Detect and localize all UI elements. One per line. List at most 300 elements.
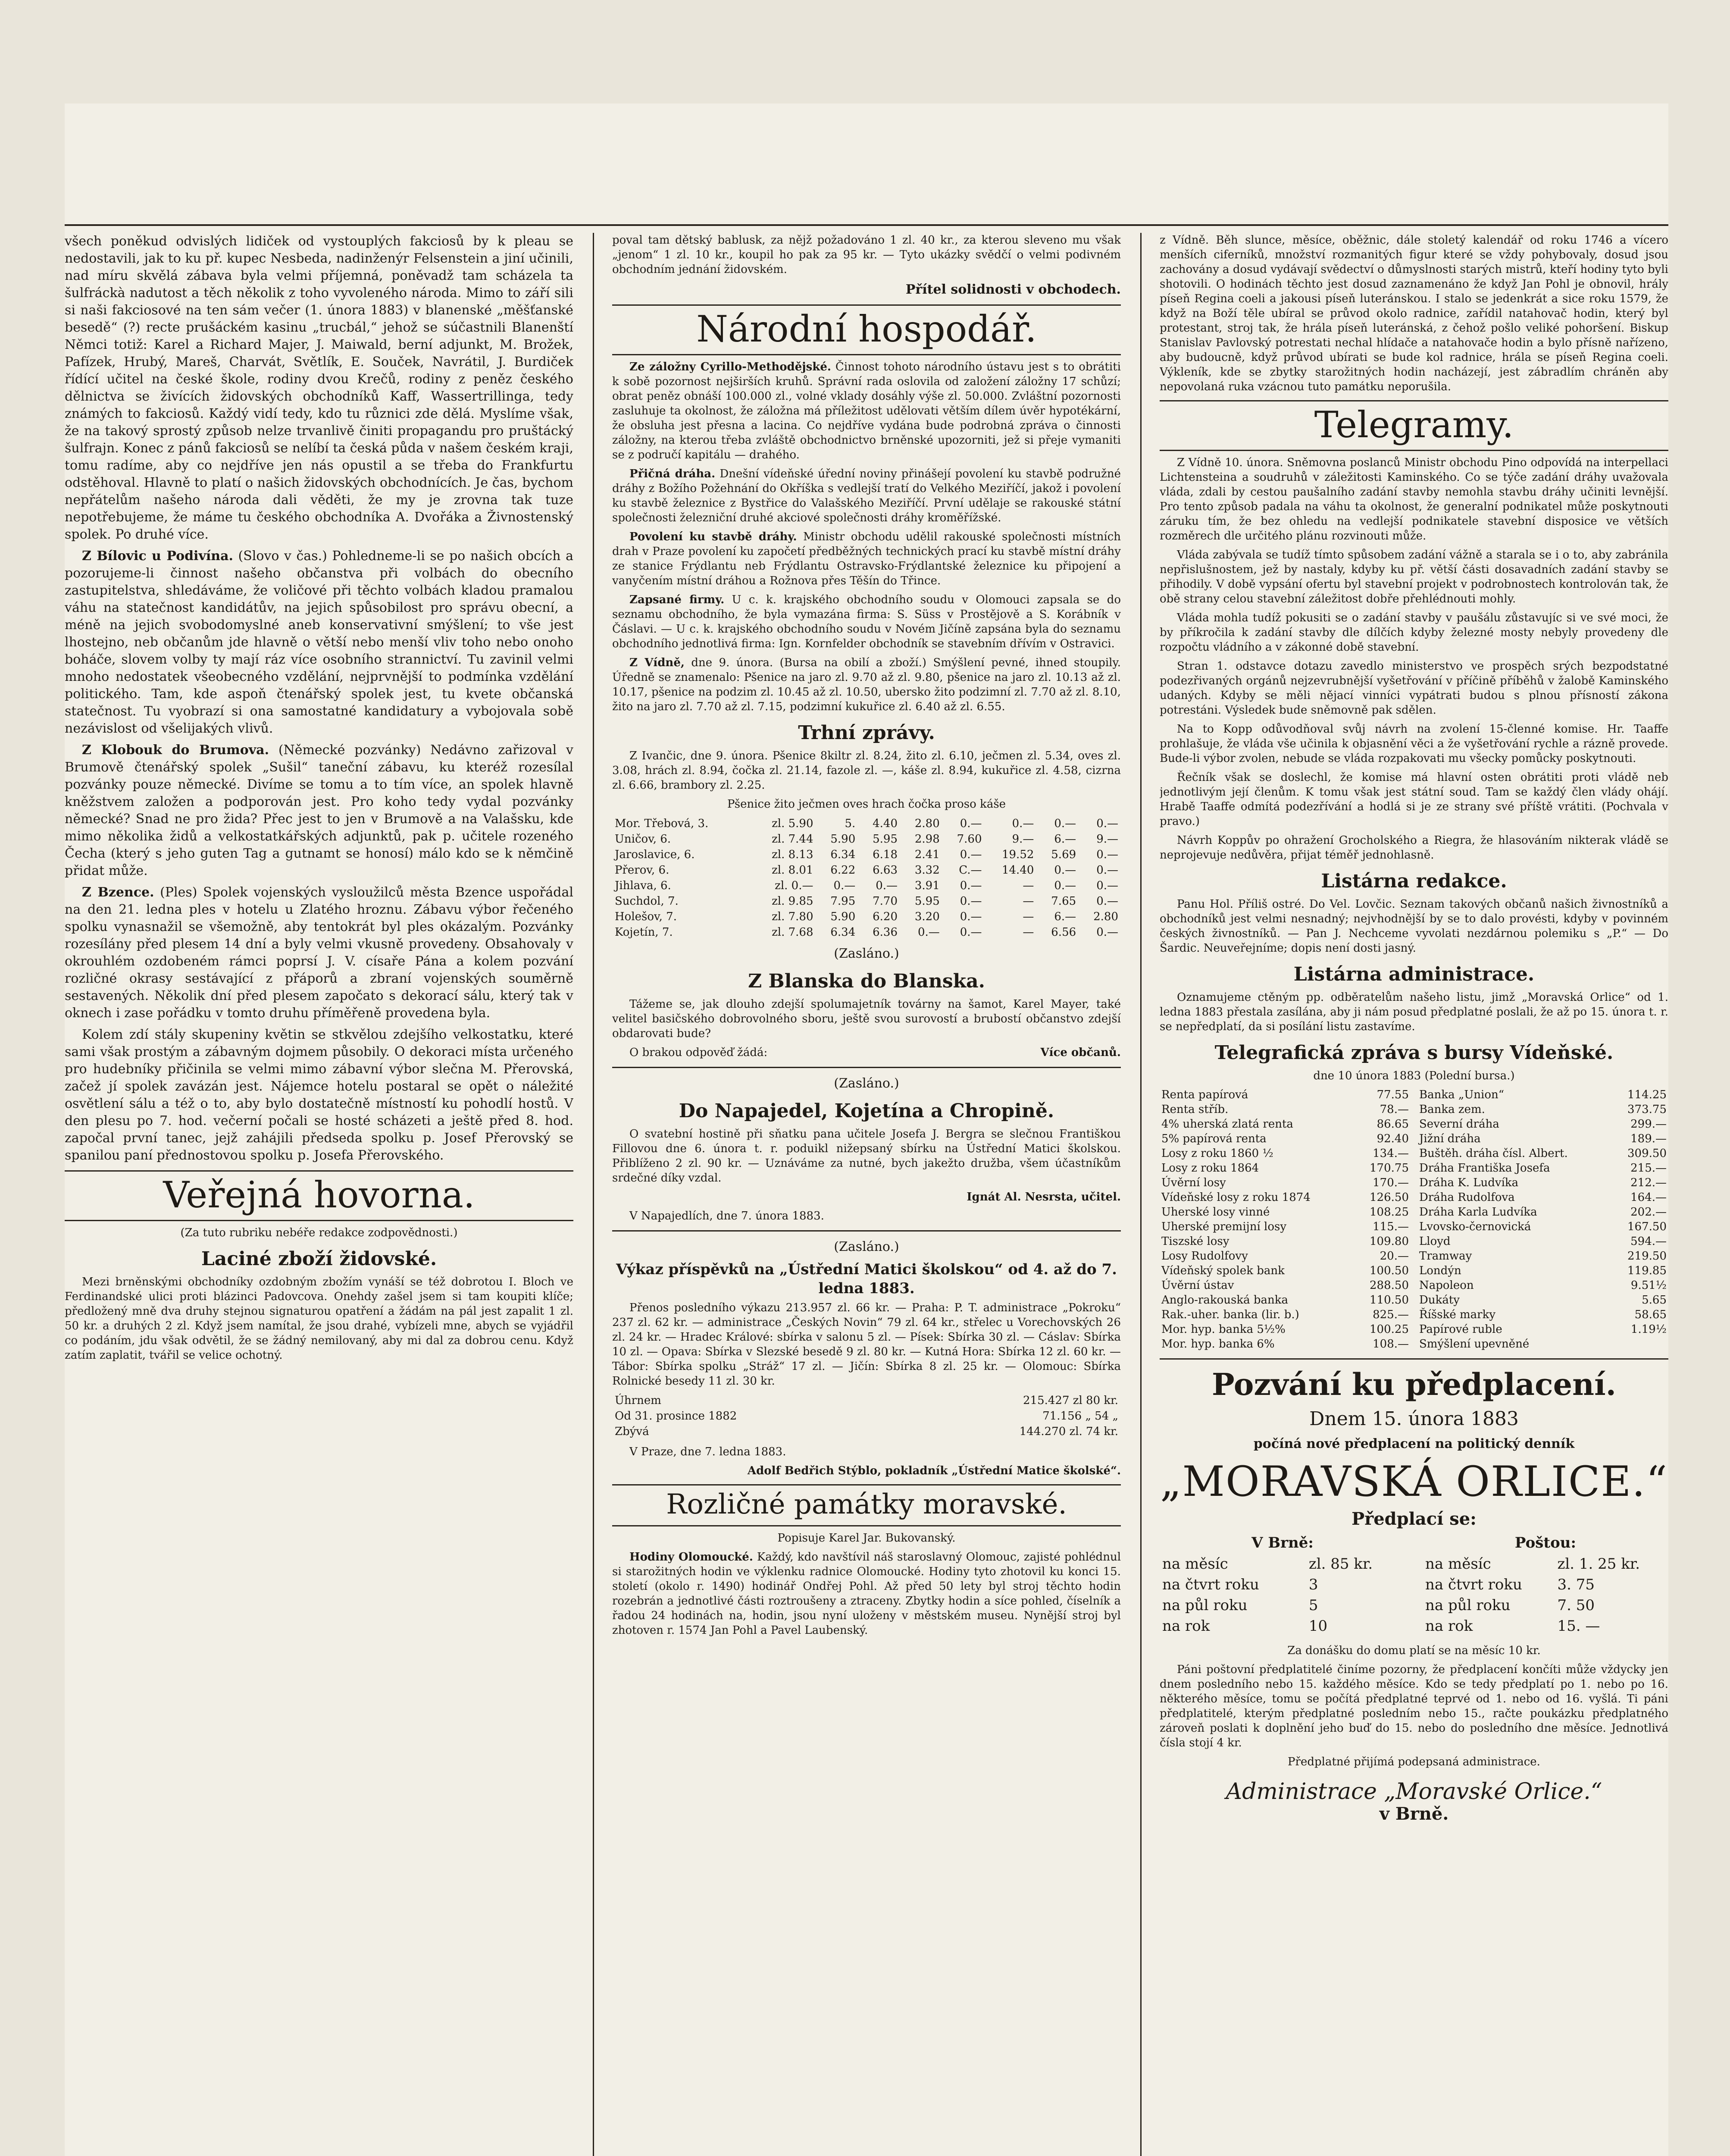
paragraph xyxy=(612,592,1121,651)
article-head: Z Bzence. xyxy=(82,885,154,900)
bursa-value: 170.— xyxy=(1373,1176,1409,1189)
market-price: 0.— xyxy=(917,926,940,939)
paragraph-body: Spolek vojenských vysloužilců města Bzence uspořádal na den 21. ledna ples v hotelu u Zlatého hroznu. Zábavu výbor řečeného spolku vynasnažil se všemožně, aby tentokrát byl ples okázalým. Pozvánky rozesílány před plesem 14 dní a byly velmi vkusně provedeny. Obsahovaly v okrouhlém ozdobeném rámci poprsí J. V. císaře Pána a kolem pozvání rozličné okrasy sestávající z přáporů a zbraní vojenských souměrně sestavených. Několik dní před plesem započato s dekorací sálu, který tak v oknech i zase pořádku v tomto druhu příměřeně provedena byla. xyxy=(65,885,573,1021)
article-head: Zapsané firmy. xyxy=(629,593,725,606)
price-value: 10 xyxy=(1308,1617,1328,1635)
market-price: 0.— xyxy=(960,848,982,861)
market-price: 6.— xyxy=(1054,910,1076,923)
market-price: 0.— xyxy=(1096,895,1118,908)
market-price: zl. 8.01 xyxy=(772,864,813,877)
cell: 144.270 zl. 74 kr. xyxy=(1019,1425,1118,1438)
promo-date: Dnem 15. února 1883 xyxy=(1309,1408,1519,1430)
price-period: na rok xyxy=(1425,1617,1473,1635)
newspaper-page xyxy=(65,103,1668,2156)
market-price: 3.20 xyxy=(914,910,940,923)
table-row xyxy=(612,862,1121,878)
market-price: 7.65 xyxy=(1051,895,1076,908)
market-price: 7.70 xyxy=(873,895,898,908)
bursa-value: 219.50 xyxy=(1627,1250,1667,1263)
market-price: 3.91 xyxy=(914,879,940,892)
market-price: 19.52 xyxy=(1001,848,1034,861)
bursa-item: Renta papírová xyxy=(1161,1088,1248,1101)
bursa-item: Banka zem. xyxy=(1419,1103,1485,1116)
market-price: 5.90 xyxy=(830,833,856,846)
market-price: zl. 8.13 xyxy=(772,848,813,861)
table-row xyxy=(1417,1322,1668,1337)
table-row xyxy=(612,1424,1121,1439)
table-row xyxy=(1423,1616,1668,1636)
paragraph xyxy=(612,655,1121,714)
price-period: na půl roku xyxy=(1425,1597,1511,1614)
section-title-trzni-zpravy: Trhní zprávy. xyxy=(798,722,935,744)
column-rule-1 xyxy=(593,233,594,2156)
bursa-value xyxy=(1613,1337,1668,1351)
market-town: Kojetín, 7. xyxy=(615,926,673,939)
bursa-value: 299.— xyxy=(1630,1118,1667,1131)
table-row xyxy=(1417,1131,1668,1146)
table-row xyxy=(1417,1278,1668,1293)
article-head: Z Vídně, xyxy=(629,656,685,669)
divider xyxy=(1160,1358,1668,1360)
market-town: Mor. Třebová, 3. xyxy=(615,817,709,830)
bursa-value: 100.25 xyxy=(1370,1323,1409,1336)
market-price: — xyxy=(1023,895,1034,908)
article-head: Přičná dráha. xyxy=(629,467,716,480)
bursa-item: Vídeňský spolek bank xyxy=(1161,1264,1285,1277)
section-title-bursa: Telegrafická zpráva s bursy Vídeňské. xyxy=(1214,1042,1614,1064)
table-row xyxy=(1160,1087,1411,1102)
paragraph: Řečník však se doslechl, že komise má hlavní osten obrátiti proti vládě neb jednotlivým její členům. K tomu však jest státní soud. Tam se každý člen vlády ohájí. Hrabě Taaffe odmítá podezřívání a hodlá si je ze strany své příště vrátiti. (Pochvala v pravo.) xyxy=(1160,771,1668,828)
article-head: Z Bílovic u Podivína. xyxy=(82,548,233,564)
table-row xyxy=(612,878,1121,893)
table-row xyxy=(612,847,1121,862)
paragraph-body: Činnost tohoto národního ústavu jest s to obrátiti k sobě pozornost nejširších kruhů. Správní rada oslovila od založení záložny 17 schůzí; obrat peněz obnáší 100.000 zl., volné vklady dosáhly výše zl. 50.000. Zvláštní pozornosti zasluhuje ta okolnost, že záložna má příležitost udělovati větším dílem úvěr hypotékární, že obsluha jest přesna a lacina. Co nejdříve vydána bude podrobná zpráva o činnosti záložny, na kterou třeba zvláště obchodnictvo brněnské upozorniti, jež si přeje vymaniti se z područí kapitálu — drahého. xyxy=(612,360,1121,461)
table-row xyxy=(1160,1595,1405,1616)
paragraph-body: Každý, kdo navštívil náš staroslavný Olomouc, zajisté pohlédnul si starožitných hodin ve výklenku radnice Olomoucké. Hodiny tyto zhotovil ku konci 15. století (okolo r. 1490) hodinář Ondřej Pohl. Až před 50 lety byl stroj těchto hodin rozebrán a jednotlivé části roztroušeny a ztraceny. Zbytky hodin a síce pohled, číselník a řadou 24 hodinách na, hodin, jsou nyní uloženy v městském museu. Nynější stroj byl zhotoven r. 1574 Jan Pohl a Pavel Laubenský. xyxy=(612,1551,1121,1637)
table-row xyxy=(612,831,1121,847)
market-price: 0.— xyxy=(1054,879,1076,892)
market-price: 3.32 xyxy=(914,864,940,877)
paragraph: Kolem zdí stály skupeniny květin se stkvělou zdejšího velkostatku, které sami však prostým a zábavným dojmem působily. O dekoraci místa určeného pro hudebníky přičinila se velmi mimo zábavní výbor slečna M. Přerovská, začež jí spolek zavázán jest. Nájemce hotelu postaral se opět o náležité osvětlení sálu a též o to, aby bylo dostatečně místností ku pohodlí hostů. V den plesu po 7. hod. večerní počali se hosté scházeti a ještě před 8. hod. započal první tanec, jejž zahájili předseda spolku p. Josef Přerovský se spanilou paní přednostovou spolku p. Josefa Přerovského. xyxy=(65,1027,573,1163)
bursa-item: Uherské losy vinné xyxy=(1161,1206,1270,1219)
market-price: 6.56 xyxy=(1051,926,1076,939)
bursa-value: 825.— xyxy=(1373,1308,1409,1321)
market-price: 0.— xyxy=(960,910,982,923)
table-row xyxy=(1423,1595,1668,1616)
market-price: 6.— xyxy=(1054,833,1076,846)
market-price: 14.40 xyxy=(1001,864,1034,877)
price-value: zl. 1. 25 kr. xyxy=(1557,1555,1640,1573)
promo-title: Pozvání ku předplacení. xyxy=(1211,1366,1617,1402)
market-price: 0.— xyxy=(960,879,982,892)
paragraph xyxy=(612,360,1121,462)
market-price: 2.80 xyxy=(914,817,940,830)
market-price: zl. 9.85 xyxy=(772,895,813,908)
bursa-value: 309.50 xyxy=(1627,1147,1667,1160)
bursa-value: 373.75 xyxy=(1627,1103,1667,1116)
table-row xyxy=(1160,1278,1411,1293)
market-price: zl. 5.90 xyxy=(772,817,813,830)
bursa-item: Říšské marky xyxy=(1419,1308,1496,1321)
bursa-item: Napoleon xyxy=(1419,1279,1474,1292)
paragraph: poval tam dětský bablusk, za nějž požadováno 1 zl. 40 kr., za kterou sleveno mu však „jenom“ 1 zl. 10 kr., koupil ho pak za 95 kr. — Tyto ukázky svědčí o velmi podivném obchodním jednání židovském. xyxy=(612,234,1121,276)
market-town: Jihlava, 6. xyxy=(615,879,671,892)
table-row xyxy=(612,1408,1121,1424)
promo-text: počíná nové předplacení na politický denník xyxy=(1253,1436,1575,1451)
bursa-item: Dráha Karla Ludvíka xyxy=(1419,1206,1537,1219)
bursa-table-right xyxy=(1417,1087,1668,1351)
table-row xyxy=(1417,1146,1668,1161)
bursa-value: 164.— xyxy=(1630,1191,1667,1204)
bursa-item: Mor. hyp. banka 6% xyxy=(1161,1338,1275,1351)
market-town: Suchdol, 7. xyxy=(615,895,679,908)
cell: 215.427 zl 80 kr. xyxy=(1023,1394,1118,1407)
byline: Popisuje Karel Jar. Bukovanský. xyxy=(777,1532,956,1545)
table-row xyxy=(1417,1190,1668,1205)
table-row xyxy=(1160,1117,1411,1131)
cell: 71.156 „ 54 „ xyxy=(1042,1410,1118,1423)
market-price: 0.— xyxy=(960,817,982,830)
bursa-value: 100.50 xyxy=(1370,1264,1409,1277)
paragraph: Z Vídně 10. února. Sněmovna poslanců Ministr obchodu Pino odpovídá na interpellaci Lichtensteina a soudruhů v záležitosti Kaminského. Co se týče zadání dráhy uvažovala vláda, zdali by cestou paušalního zadání stavby nemohla stavbu dráhy učiniti levnější. Pro tento způsob padala na váhu ta okolnost, že generalní podnikatel může poskytnouti záruku tím, že bez ohledu na vedlejší podnikatele stavební disposice ve větších rozměrech dle určitého plánu rozvinouti může. xyxy=(1160,456,1668,542)
bursa-item: Vídeňské losy z roku 1874 xyxy=(1161,1191,1311,1204)
table-row xyxy=(1417,1337,1668,1351)
bursa-item: Lloyd xyxy=(1419,1235,1451,1248)
table-row xyxy=(1423,1554,1668,1574)
paragraph: všech poněkud odvislých lidiček od vystouplých fakciosů by k pleau se nedostavili, jak to ku př. kupec Nesbeda, nadinženýr Felsenstein a jiní učinili, nad míru skvělá zábava byla velmi příjemná, poněvadž tam scházela ta šulfráckà nadutost a těch několik z toho vyvoleného národa. Mimo to září sili si naši fakciosové na ten sám večer (1. února 1883) v blanenské „měšťanské besedě“ (?) recte prušáckém kasinu „trucbál,“ jehož se súčastnili Blanenští Němci totiž: Karel a Richard Majer, J. Maiwald, berní adjunkt, M. Brožek, Pafízek, Hrubý, Mareš, Charvát, Světlík, E. Souček, Navrátil, J. Burdiček řídící učitel na české škole, rodiny dvou Krečů, rodiny z peněz českého dělnictva se živících židovských obchodníků Kaff, Wassertrillinga, tedy známých to fakciosů. Každý vidí tedy, kdo tu různici zde dělá. Myslíme však, že na takový sprostý způsob nelze trvanlivě činiti propagandu pro pruštácký šulfrajn. Konec z pánů fakciosů se nelíbí ta česká půda v našem českém kraji, tomu radíme, aby co nejdříve jen nás opustil a se třeba do Frankfurtu odstěhoval. Hlavně to platí o našich židovských obchodnících. Je čas, bychom nepřátelům našeho národa dali věděti, že my je zrovna tak tuze nepotřebujeme, že máme tu českého obchodníka A. Dvořáka a Živnostenský spolek. Po druhé více. xyxy=(65,234,573,542)
market-price: 6.34 xyxy=(830,926,856,939)
market-price: 6.22 xyxy=(830,864,856,877)
paragraph: Na to Kopp odůvodňoval svůj návrh na zvolení 15-členné komise. Hr. Taaffe prohlašuje, že vláda vše učinila k objasnění věci a že vyšetřování rychle a rázně provede. Bude-li výbor zvolen, nebude se vláda rozpakovati mu všecky pomůcky poskytnouti. xyxy=(1160,723,1668,765)
signature: Ignát Al. Nesrsta, učitel. xyxy=(967,1191,1121,1203)
zaslano-label: (Zasláno.) xyxy=(834,1076,899,1091)
bursa-value: 5.65 xyxy=(1642,1294,1667,1307)
paragraph: Stran 1. odstavce dotazu zavedlo ministerstvo ve prospěch srých bezpodstatné podezřivaných orgánů nejzevrubnější vyšetřování v příčině příběhů v žalobě Kaminského udaných. Kdyby se měli nějací vinníci vypátrati budou s plnou přísností zákona potrestáni. Výsledek bude sněmovně pak sdělen. xyxy=(1160,660,1668,717)
bursa-date: dne 10 února 1883 (Polední bursa.) xyxy=(1313,1069,1515,1082)
market-price: 0.— xyxy=(833,879,856,892)
table-row xyxy=(1160,1263,1411,1278)
market-price: 4.40 xyxy=(873,817,898,830)
market-town: Holešov, 7. xyxy=(615,910,677,923)
table-row xyxy=(1160,1307,1411,1322)
paragraph xyxy=(65,884,573,1022)
market-price: 0.— xyxy=(876,879,898,892)
article-subhead: (Slovo v čas.) xyxy=(238,548,327,564)
market-price: 2.80 xyxy=(1093,910,1118,923)
bursa-item: Mor. hyp. banka 5½% xyxy=(1161,1323,1286,1336)
market-price: 0.— xyxy=(1096,879,1118,892)
table-row xyxy=(1160,1102,1411,1117)
bursa-value: 594.— xyxy=(1630,1235,1667,1248)
market-price: zl. 7.44 xyxy=(772,833,813,846)
market-price: 9.— xyxy=(1012,833,1034,846)
table-row xyxy=(612,909,1121,924)
market-price: 7.60 xyxy=(957,833,982,846)
table-row xyxy=(1160,1219,1411,1234)
market-price: zl. 7.80 xyxy=(772,910,813,923)
bursa-value: 134.— xyxy=(1373,1147,1409,1160)
market-price: 0.— xyxy=(1096,848,1118,861)
paragraph xyxy=(612,1045,1121,1060)
table-row xyxy=(1417,1175,1668,1190)
table-row xyxy=(1417,1293,1668,1307)
bursa-value: 115.— xyxy=(1373,1220,1409,1233)
table-row xyxy=(1160,1554,1405,1574)
market-price: zl. 0.— xyxy=(775,879,813,892)
table-row xyxy=(1417,1249,1668,1263)
market-price: — xyxy=(1023,910,1034,923)
table-row xyxy=(1160,1574,1405,1595)
paragraph: z Vídně. Běh slunce, měsíce, oběžnic, dále stoletý kalendář od roku 1746 a vícero menších ciferníků, množství rozmanitých figur které se vždy pohybovaly, dosud jsou zachovány a dosud vydávají svědectví o důmyslnosti starých mistrů, kteří hodiny tyto byli shotovili. O hodinách těchto jest dosud zaznamenáno že když Jan Pohl je obnovil, hrály píseň Regina coeli a jakousi píseň luteránskou. I stalo se jedenkrát a sice roku 1579, že když na Boží těle ubíral se průvod okolo radnice, zařídil natahovač hodin, který byl protestant, stroj tak, že hrála píseň luteránská, z čehož pošlo veliké pohoršení. Biskup Stanislav Pavlovský potrestati nechal hlídače a natahovače hodin a bylo přísně nařízeno, aby budoucně, když průvod ubírati se bude kol radnice, hrála se píseň Regina coeli. Výkleník, kde se zbytky starožitných hodin nacházejí, jest zábradlím chráněn aby nepovolaná ruka vzácnou tuto památku neporušila. xyxy=(1160,234,1668,393)
market-price: 5.95 xyxy=(873,833,898,846)
market-price: 5.95 xyxy=(914,895,940,908)
top-rule xyxy=(65,224,1668,226)
paragraph: Z Ivančic, dne 9. února. Pšenice 8kiltr zl. 8.24, žito zl. 6.10, ječmen zl. 5.34, oves zl. 3.08, hrách zl. 8.94, čočka zl. 21.14, fazole zl. —, káše zl. 8.94, kukuřice zl. 4.58, cizrna zl. 6.66, brambory zl. 2.25. xyxy=(612,749,1121,792)
administration-signature: Administrace „Moravské Orlice.“ xyxy=(1226,1779,1602,1805)
market-price: 6.20 xyxy=(873,910,898,923)
bursa-value: 114.25 xyxy=(1627,1088,1667,1101)
bursa-item: 4% uherská zlatá renta xyxy=(1161,1118,1293,1131)
bursa-tables xyxy=(1160,1087,1668,1351)
paragraph: Vláda zabývala se tudíž tímto spůsobem zadání vážně a starala se i o to, aby zabránila nepřislušnostem, jež by nastaly, kdyby ku př. větší části dosavadních zadání stavby se přihodily. V době vypsání ofertu byl stavební projekt v podrobnostech kontrolován tak, že obě strany celou stavební záležitost dobře přehlédnouti mohly. xyxy=(1160,548,1668,605)
bursa-value: 189.— xyxy=(1630,1132,1667,1145)
market-price: 2.98 xyxy=(914,833,940,846)
divider xyxy=(612,1230,1121,1232)
section-title-pamatky: Rozličné památky moravské. xyxy=(612,1484,1121,1526)
table-row xyxy=(1160,1337,1411,1351)
paragraph: Mezi brněnskými obchodníky ozdobným zbožím vynáší se též dobrotou I. Bloch ve Ferdinandské ulici proti blázinci Padovcova. Onehdy zašel jsem si tam koupiti klíče; předložený mně dva druhy stejnou signaturou opatření a žádám na pál jest zapalit 1 zl. 50 kr. a druhých 2 zl. Když jsem namítal, že jsou drahé, vybízeli mne, abych se vyjádřil co podáním, jdu však odvětil, že se žádný nemilovaný, aby mi dal za dobrou cenu. Když zatím zaplatit, tvářil se velice ochotný. xyxy=(65,1275,573,1362)
market-price: 7.95 xyxy=(830,895,856,908)
paragraph xyxy=(612,530,1121,588)
market-price: 5.90 xyxy=(830,910,856,923)
bursa-value: 167.50 xyxy=(1627,1220,1667,1233)
bursa-item: Uherské premijní losy xyxy=(1161,1220,1287,1233)
market-price: 6.63 xyxy=(873,864,898,877)
place-date: V Napajedlích, dne 7. února 1883. xyxy=(629,1210,824,1222)
table-row xyxy=(1417,1205,1668,1219)
price-value: 15. — xyxy=(1557,1617,1600,1635)
paragraph: Oznamujeme ctěným pp. odběratelům našeho listu, jimž „Moravská Orlice“ od 1. ledna 1883 přestala zasílána, aby ji nám posud předplatné poslali, že až po 15. února t. r. se nepředplatí, da si posílání listu zastavíme. xyxy=(1160,991,1668,1033)
note: Předplatné přijímá podepsaná administrace. xyxy=(1288,1755,1540,1768)
price-period: na půl roku xyxy=(1162,1597,1248,1614)
paragraph-body: Pohledneme-li se po našich obcích a pozorujeme-li činnost našeho občanstva při volbách do obecního zastupitelstva, shledáváme, že voličové při těchto volbách kladou pramalou váhu na statečnost kandidátův, na jejich spůsobilost pro správu obecní, a méně na jejich svobodomyslné aneb konservativní smýšlení; to vše jest lhostejno, neb občanům jde hlavně o větší nebo menší vliv toho nebo onoho boháče, slovem volby ty mají ráz více osobního strannictví. Tu zavinil velmi mnoho nedostatek všeobecného vzdělání, nejprvnější to podmínka vzdělání politického. Tam, kde aspoň čtenářský spolek jest, tu kvete občanská statečnost. Tu vyobrazí si ona samostatné kandidatury a vybojovala sobě nezávislost od všelijakých vlivů. xyxy=(65,548,573,736)
bursa-value: 215.— xyxy=(1630,1162,1667,1175)
price-value: 5 xyxy=(1308,1597,1318,1614)
cell: Od 31. prosince 1882 xyxy=(615,1410,737,1423)
bursa-value: 126.50 xyxy=(1370,1191,1409,1204)
bursa-item: Dráha K. Ludvíka xyxy=(1419,1176,1519,1189)
paragraph xyxy=(65,548,573,737)
section-title-listarna-administrace: Listárna administrace. xyxy=(1293,963,1535,985)
paragraph-body: dne 9. února. (Bursa na obilí a zboží.) Smýšlení pevné, ihned stoupily. Úředně se znamenalo: Pšenice na jaro zl. 9.70 až zl. 9.80, pšenice na jaro zl. 10.13 až zl. 10.17, pšenice na podzim zl. 10.45 až zl. 10.50, ubersko žito podzimní zl. 7.70 až zl. 8.10, žito na jaro zl. 7.70 až zl. 7.15, podzimní kukuřice zl. 6.40 až zl. 6.55. xyxy=(612,656,1121,713)
table-row xyxy=(612,893,1121,909)
bursa-value: 92.40 xyxy=(1376,1132,1409,1145)
price-heading: Předplací se: xyxy=(1351,1509,1477,1529)
table-row xyxy=(1160,1322,1411,1337)
bursa-item: Losy z roku 1864 xyxy=(1161,1162,1259,1175)
bursa-item: Losy Rudolfovy xyxy=(1161,1250,1248,1263)
bursa-item: Smýšlení upevněné xyxy=(1419,1338,1530,1351)
bursa-value: 202.— xyxy=(1630,1206,1667,1219)
price-value: zl. 85 kr. xyxy=(1308,1555,1373,1573)
bursa-value: 86.65 xyxy=(1376,1118,1409,1131)
market-price: 0.— xyxy=(1054,864,1076,877)
bursa-value: 109.80 xyxy=(1370,1235,1409,1248)
market-price: 0.— xyxy=(960,926,982,939)
cell: Zbývá xyxy=(615,1425,649,1438)
article-title: Laciné zboží židovské. xyxy=(201,1248,437,1270)
paragraph-body: Ministr obchodu udělil rakouské společnosti místních drah v Praze povolení ku započetí předběžných technických prací ku stavbě místní dráhy ze stanice Frýdlantu neb Frýdlantu Ostravsko-Frýdlantské železnice ku připojení a vanyčením místní dráhou a Rožnova přes Těšín do Třince. xyxy=(612,530,1121,587)
table-row xyxy=(612,816,1121,831)
bursa-value: 78.— xyxy=(1380,1103,1409,1116)
price-period: na čtvrt roku xyxy=(1162,1576,1259,1593)
article-head: Ze záložny Cyrillo-Methodějské. xyxy=(629,360,831,373)
column-3 xyxy=(1160,233,1668,2156)
paragraph xyxy=(612,1550,1121,1638)
section-title-telegramy: Telegramy. xyxy=(1160,400,1668,451)
market-price: 5.69 xyxy=(1051,848,1076,861)
price-col-head: V Brně: xyxy=(1251,1534,1314,1551)
bursa-item: Banka „Union“ xyxy=(1419,1088,1505,1101)
bursa-value: 212.— xyxy=(1630,1176,1667,1189)
bursa-item: Dráha Františka Josefa xyxy=(1419,1162,1550,1175)
paragraph-body: Dnešní vídeňské úřední noviny přinášejí povolení ku stavbě podružné dráhy z Božího Požehnání do Okříška s vedlejší tratí do Velkého Meziříčí, jakož i povolení ku stavbě železnice z Bystřice do Valašského Meziříčí. První udělaje se rakouské státní společnosti železniční druhé akciové společnosti dráhy kroměřížské. xyxy=(612,467,1121,524)
market-town: Přerov, 6. xyxy=(615,864,669,877)
bursa-value: 9.51½ xyxy=(1630,1279,1667,1292)
signature: Více občanů. xyxy=(1040,1046,1121,1059)
market-price: 0.— xyxy=(1012,817,1034,830)
bursa-value: 58.65 xyxy=(1634,1308,1667,1321)
table-row xyxy=(1160,1146,1411,1161)
bursa-item: Úvěrní ústav xyxy=(1161,1279,1234,1292)
bursa-item: Jižní dráha xyxy=(1419,1132,1481,1145)
bursa-value: 110.50 xyxy=(1370,1294,1409,1307)
article-subhead: (Německé pozvánky) xyxy=(278,743,421,758)
section-title-verejna-hovorna: Veřejná hovorna. xyxy=(65,1170,573,1221)
zaslano-label: (Zasláno.) xyxy=(834,946,899,961)
article-subhead: (Ples) xyxy=(160,885,197,900)
table-row xyxy=(1417,1263,1668,1278)
table-row xyxy=(1417,1087,1668,1102)
paragraph: Panu Hol. Příliš ostré. Do Vel. Lovčic. Seznam takových občanů našich živnostníků a obchodníků jest velmi nesnadný; nejvhodnější by se to dalo provésti, kdyby v povinném českých živnostníků. — Pan J. Nechceme vyvolati nezdárnou polemiku s „P.“ — Do Šardic. Neuveřejníme; dopis není dosti jasný. xyxy=(1160,898,1668,955)
market-town: Jaroslavice, 6. xyxy=(615,848,695,861)
bursa-item: Severní dráha xyxy=(1419,1118,1499,1131)
market-price: — xyxy=(1023,879,1034,892)
market-price: 6.34 xyxy=(830,848,856,861)
bursa-value: 288.50 xyxy=(1370,1279,1409,1292)
market-price: 0.— xyxy=(1054,817,1076,830)
table-row xyxy=(612,924,1121,940)
bursa-item: Lvovsko-černovická xyxy=(1419,1220,1531,1233)
bursa-value: 119.85 xyxy=(1627,1264,1667,1277)
article-head: Z Klobouk do Brumova. xyxy=(82,743,269,758)
bursa-value: 77.55 xyxy=(1376,1088,1409,1101)
market-price: 0.— xyxy=(1096,817,1118,830)
table-row xyxy=(1417,1102,1668,1117)
price-value: 3. 75 xyxy=(1557,1576,1595,1593)
zaslano-label: (Zasláno.) xyxy=(834,1239,899,1254)
paragraph-body: U c. k. krajského obchodního soudu v Olomouci zapsala se do seznamu obchodního, že byla vymazána firma: S. Süss v Prostějově a S. Korábník v Čáslavi. — U c. k. krajského obchodního soudu v Novém Jičíně zapsána byla do seznamu obchodního jednotlivá firma: Ign. Kornfelder obchodník se stavebním dřívím v Ostravici. xyxy=(612,593,1121,650)
table-row xyxy=(1160,1190,1411,1205)
table-row xyxy=(1160,1249,1411,1263)
table-row xyxy=(1160,1131,1411,1146)
price-table-posta xyxy=(1423,1532,1668,1636)
price-tables xyxy=(1160,1532,1668,1636)
paragraph: O svatební hostině při sňatku pana učitele Josefa J. Bergra se slečnou Františkou Fillovou dne 6. února t. r. poduikl nižepsaný sbírku na Ústřední Matici školskou. Přiblíženo 2 zl. 90 kr. — Uznáváme za nutné, bych jakežto družba, všem účastníkům srdečné díky vzdal. xyxy=(612,1128,1121,1185)
article-head: Povolení ku stavbě dráhy. xyxy=(629,530,797,543)
bursa-table-left xyxy=(1160,1087,1411,1351)
price-period: na čtvrt roku xyxy=(1425,1576,1522,1593)
market-price: 6.18 xyxy=(873,848,898,861)
totals-table xyxy=(612,1393,1121,1439)
table-row xyxy=(1160,1175,1411,1190)
market-price: 2.41 xyxy=(914,848,940,861)
bursa-item: Úvěrní losy xyxy=(1161,1176,1226,1189)
table-row xyxy=(1160,1616,1405,1636)
table-row xyxy=(1160,1234,1411,1249)
market-price: — xyxy=(1023,926,1034,939)
market-prices-table xyxy=(612,816,1121,940)
market-price: 0.— xyxy=(960,895,982,908)
column-rule-2 xyxy=(1140,233,1142,2156)
bursa-item: Londýn xyxy=(1419,1264,1461,1277)
market-price: 0.— xyxy=(1096,864,1118,877)
market-price: 6.36 xyxy=(873,926,898,939)
table-row xyxy=(1417,1307,1668,1322)
bursa-item: Tiszské losy xyxy=(1161,1235,1229,1248)
table-row xyxy=(1160,1161,1411,1175)
paragraph-body: Nedávno zařizoval v Brumově čtenářský spolek „Sušil“ taneční zábavu, ku kteréž rozesílal pozvánky pouze německé. Divíme se tomu a to tím více, an spolek hlavně kněžstvem založen a podporován jest. Pro koho tedy vydal pozvánky německé? Snad ne pro žida? Přec jest to jen v Brumově a na Valašsku, kde mimo několika židů a velkostatkářských adjunktů, pak p. učitele rozeného Čecha (který s jeho guten Tag a gutnamt se honosí) málo kdo se k němčině přidat může. xyxy=(65,743,573,878)
bursa-item: Dukáty xyxy=(1419,1294,1460,1307)
place-date: V Praze, dne 7. ledna 1883. xyxy=(629,1445,786,1458)
bursa-value: 170.75 xyxy=(1370,1162,1409,1175)
paragraph: Páni poštovní předplatitelé činíme pozorny, že předplacení končíti může vždycky jen dnem posledního nebo 15. každého měsíce. Kdo se tedy předplatí po 1. nebo po 16. některého měsíce, tomu se počítá předplatné teprvé od 1. nebo od 16. vyšlá. Ti páni předplatitelé, kterým předplatné posledním nebo 15., račte poukázku předplatného zároveň poslati k doplnění jeho buď do 15. nebo do posledního dne měsíce. Jednotlivá čísla stojí 4 kr. xyxy=(1160,1663,1668,1749)
table-row xyxy=(1423,1574,1668,1595)
paragraph: Návrh Koppův po ohražení Grocholského a Riegra, že hlasováním nikterak vládě se neprojevuje nedůvěra, přijat téměř jednohlasně. xyxy=(1160,834,1668,862)
bursa-item: Dráha Rudolfova xyxy=(1419,1191,1515,1204)
bursa-value: 108.— xyxy=(1373,1338,1409,1351)
table-row xyxy=(1160,1293,1411,1307)
bursa-item: Rak.-uher. banka (lir. b.) xyxy=(1161,1308,1299,1321)
signature: Adolf Bedřich Stýblo, pokladník „Ústřední Matice školské“. xyxy=(747,1464,1121,1477)
bursa-value: 20.— xyxy=(1380,1250,1409,1263)
paragraph xyxy=(612,467,1121,525)
bursa-value: 108.25 xyxy=(1370,1206,1409,1219)
divider xyxy=(612,1067,1121,1068)
price-period: na rok xyxy=(1162,1617,1210,1635)
price-col-head: Poštou: xyxy=(1514,1534,1577,1551)
market-price: zl. 7.68 xyxy=(772,926,813,939)
bursa-item: 5% papírová renta xyxy=(1161,1132,1267,1145)
bursa-value: 1.19½ xyxy=(1630,1323,1667,1336)
administration-place: v Brně. xyxy=(1379,1804,1449,1824)
paragraph: Tážeme se, jak dlouho zdejší spolumajetník továrny na šamot, Karel Mayer, také velitel basičského dobrovolného sboru, ještě svou surovostí a brubostí občanstvo zdejší obdarovati bude? xyxy=(612,998,1121,1040)
table-row xyxy=(612,1393,1121,1408)
price-value: 3 xyxy=(1308,1576,1318,1593)
table-row xyxy=(1417,1219,1668,1234)
market-price: 9.— xyxy=(1096,833,1118,846)
price-value: 7. 50 xyxy=(1557,1597,1595,1614)
bursa-item: Losy z roku 1860 ½ xyxy=(1161,1147,1273,1160)
bursa-item: Tramway xyxy=(1419,1250,1472,1263)
bursa-item: Anglo-rakouská banka xyxy=(1161,1294,1289,1307)
paragraph-body: O brakou odpověď žádá: xyxy=(629,1046,768,1059)
section-note: (Za tuto rubriku nebéře redakce zodpovědnosti.) xyxy=(180,1226,458,1239)
article-title: Do Napajedel, Kojetína a Chropině. xyxy=(679,1100,1054,1122)
table-caption: Pšenice žito ječmen oves hrach čočka proso káše xyxy=(727,798,1006,811)
bursa-item: Buštěh. dráha čísl. Albert. xyxy=(1419,1147,1568,1160)
paper-title: „MORAVSKÁ ORLICE.“ xyxy=(1160,1457,1668,1506)
